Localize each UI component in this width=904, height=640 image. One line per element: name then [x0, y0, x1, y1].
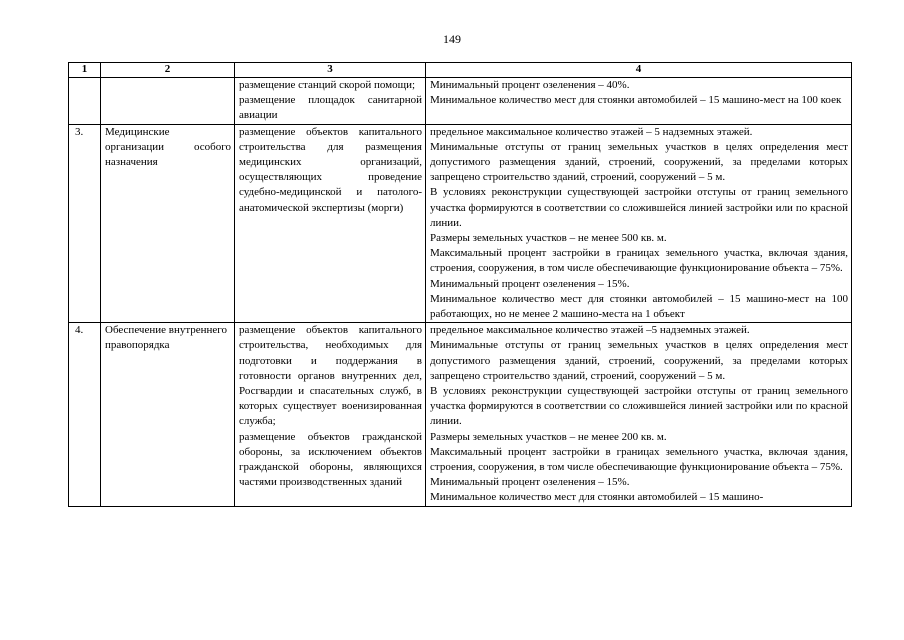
- table-row: [69, 124, 852, 323]
- parameter-item: Размеры земельных участков – не менее 200 кв. м.: [430, 430, 667, 443]
- column-header-4: 4: [426, 63, 852, 78]
- parameter-item: В условиях реконструкции существующей застройки отступы от границ земельного участка формируются в соответствии со сложившейся линией застройки или по красной линии.: [430, 385, 848, 428]
- use-name: [101, 78, 235, 125]
- parameter-item: Минимальное количество мест для стоянки автомобилей – 15 машино-мест на 100 работающих, но не менее 2 машино-места на 1 объект: [430, 292, 848, 321]
- parameter-item: Минимальный процент озеленения – 40%.: [430, 79, 630, 91]
- parameter-item: Максимальный процент застройки в границах земельного участка, включая здания, строения, сооружения, в том числе обеспечивающие функционирование объекта – 75%.: [430, 445, 848, 474]
- table-row: [69, 323, 852, 506]
- use-type-item: размещение объектов гражданской обороны, за исключением объектов гражданской обороны, являющихся частями производственных зданий: [239, 430, 422, 489]
- table-header: [69, 63, 852, 78]
- parameter-item: Минимальное количество мест для стоянки автомобилей – 15 машино-мест на 100 коек: [430, 94, 842, 107]
- parameter-item: Максимальный процент застройки в границах земельного участка, включая здания, строения, сооружения, в том числе обеспечивающие функционирование объекта – 75%.: [430, 247, 848, 275]
- parameter-item: Минимальное количество мест для стоянки автомобилей – 15 машино-: [430, 491, 764, 504]
- use-name: Обеспечение внутреннего правопорядка: [101, 323, 235, 506]
- use-type-item: размещение объектов капитального строительства, необходимых для подготовки и поддержания в готовности органов внутренних дел, Росгвардии и спасательных служб, в которых существует военизированная служба;: [239, 324, 422, 428]
- row-number: 3.: [69, 124, 101, 323]
- parameter-item: Минимальные отступы от границ земельных участков в целях определения мест допустимого размещения зданий, строений, сооружений, за пределами которых запрещено строительство зданий, строений, сооружений – 5 м.: [430, 140, 848, 184]
- parameters: [426, 323, 852, 506]
- use-types: [235, 323, 426, 506]
- parameter-item: Минимальный процент озеленения – 15%.: [430, 476, 630, 489]
- parameters: [426, 124, 852, 323]
- parameter-item: предельное максимальное количество этажей –5 надземных этажей.: [430, 324, 750, 337]
- table-row: [69, 78, 852, 125]
- use-types: [235, 124, 426, 323]
- column-header-3: 3: [235, 63, 426, 78]
- regulation-table: [68, 62, 852, 507]
- header-row: [69, 63, 852, 78]
- page-number: 149: [443, 32, 461, 46]
- column-header-2: 2: [101, 63, 235, 78]
- parameter-item: предельное максимальное количество этажей – 5 надземных этажей.: [430, 125, 753, 138]
- use-types: [235, 78, 426, 125]
- use-type-item: размещение объектов капитального строительства для размещения медицинских организаций, осуществляющих проведение судебно-медицинской и патолого-анатомической экспертизы (морги): [239, 125, 422, 214]
- use-type-item: размещение станций скорой помощи;: [239, 79, 416, 91]
- use-name: Медицинские организации особого назначения: [101, 124, 235, 323]
- use-type-item: размещение площадок санитарной авиации: [239, 94, 422, 122]
- parameter-item: В условиях реконструкции существующей застройки отступы от границ земельного участка формируются в соответствии со сложившейся линией застройки или по красной линии.: [430, 186, 848, 229]
- column-header-1: 1: [69, 63, 101, 78]
- parameter-item: Минимальный процент озеленения – 15%.: [430, 277, 630, 290]
- parameter-item: Размеры земельных участков – не менее 500 кв. м.: [430, 232, 667, 245]
- parameters: [426, 78, 852, 125]
- table-body: [69, 78, 852, 507]
- parameter-item: Минимальные отступы от границ земельных участков в целях определения мест допустимого размещения зданий, строений, сооружений, за пределами которых запрещено строительство зданий, строений, сооружений – 5 м.: [430, 339, 848, 382]
- row-number: [69, 78, 101, 125]
- row-number: 4.: [69, 323, 101, 506]
